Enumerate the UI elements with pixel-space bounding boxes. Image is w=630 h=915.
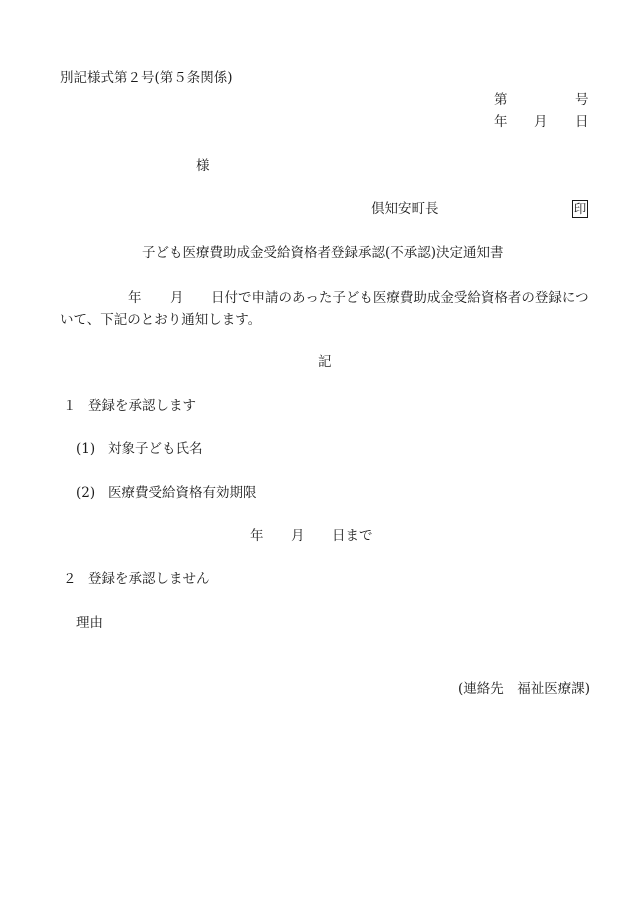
reason-label: 理由 <box>76 615 103 631</box>
date-day: 日 <box>575 114 589 130</box>
body-line-1: 日付で申請のあった子ども医療費助成金受給資格者の登録につ <box>211 290 589 306</box>
form-number: 別記様式第２号(第５条関係) <box>60 70 233 86</box>
issuer-name: 倶知安町長 <box>371 201 439 217</box>
item2-number: (2) <box>76 485 96 501</box>
body-date-month: 月 <box>170 290 184 306</box>
document-title: 子ども医療費助成金受給資格者登録承認(不承認)決定通知書 <box>142 245 504 261</box>
expiry-year: 年 <box>250 528 264 544</box>
section1-heading: 登録を承認します <box>88 398 196 414</box>
addressee-honorific: 様 <box>196 158 210 174</box>
date-month: 月 <box>534 114 548 130</box>
item2-label: 医療費受給資格有効期限 <box>108 485 257 501</box>
contact-info: (連絡先 福祉医療課) <box>457 681 590 697</box>
section2-heading: 登録を承認しません <box>88 571 210 587</box>
item1-label: 対象子ども氏名 <box>108 441 203 457</box>
seal-mark: 印 <box>573 201 587 216</box>
body-date-year: 年 <box>128 290 142 306</box>
doc-number-suffix: 号 <box>575 92 589 108</box>
doc-number-prefix: 第 <box>494 92 508 108</box>
expiry-month: 月 <box>291 528 305 544</box>
ki-heading: 記 <box>318 354 332 370</box>
section1-number: １ <box>63 398 77 414</box>
date-year: 年 <box>494 114 508 130</box>
section2-number: ２ <box>63 571 77 587</box>
item1-number: (1) <box>76 441 96 457</box>
body-line-2: いて、下記のとおり通知します。 <box>60 312 262 328</box>
expiry-day: 日まで <box>332 528 373 544</box>
